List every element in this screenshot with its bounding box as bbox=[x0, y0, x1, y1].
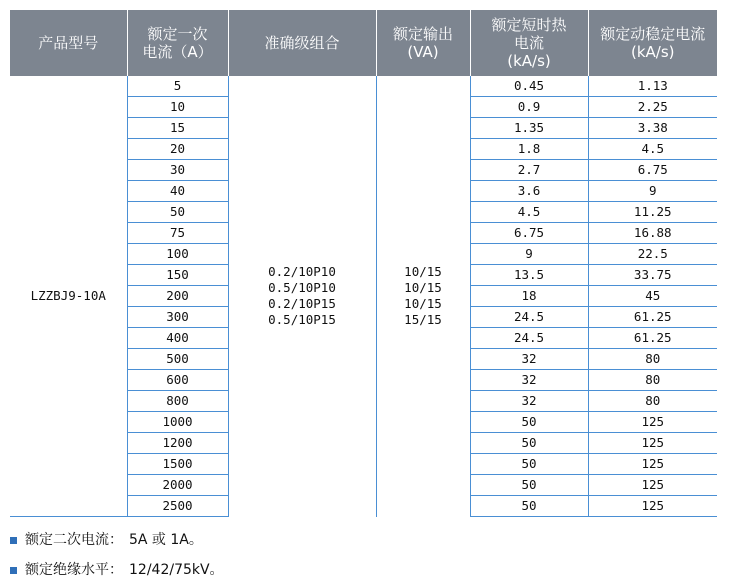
thermal-cell: 50 bbox=[470, 433, 588, 454]
thermal-cell: 50 bbox=[470, 412, 588, 433]
dynamic-cell: 61.25 bbox=[588, 307, 717, 328]
current-cell: 500 bbox=[127, 349, 228, 370]
accuracy-value: 0.2/10P15 bbox=[268, 296, 336, 312]
current-cell: 100 bbox=[127, 244, 228, 265]
thermal-cell: 9 bbox=[470, 244, 588, 265]
header-model: 产品型号 bbox=[10, 10, 127, 76]
thermal-cell: 24.5 bbox=[470, 328, 588, 349]
thermal-cell: 32 bbox=[470, 370, 588, 391]
dynamic-cell: 9 bbox=[588, 181, 717, 202]
output-value: 10/15 bbox=[404, 280, 442, 296]
table-body bbox=[10, 76, 717, 517]
current-cell: 200 bbox=[127, 286, 228, 307]
thermal-cell: 32 bbox=[470, 349, 588, 370]
model-cell: LZZBJ9-10A bbox=[10, 76, 127, 517]
current-cell: 600 bbox=[127, 370, 228, 391]
dynamic-cell: 125 bbox=[588, 496, 717, 517]
thermal-cell: 50 bbox=[470, 454, 588, 475]
header-rated-output: 额定输出 (VA) bbox=[376, 10, 470, 76]
dynamic-cell: 61.25 bbox=[588, 328, 717, 349]
spec-table bbox=[10, 10, 717, 517]
current-cell: 800 bbox=[127, 391, 228, 412]
notes bbox=[10, 528, 224, 588]
note-secondary-current: 额定二次电流： 5A 或 1A。 bbox=[10, 528, 224, 552]
thermal-cell: 0.9 bbox=[470, 97, 588, 118]
current-cell: 1000 bbox=[127, 412, 228, 433]
thermal-cell: 0.45 bbox=[470, 76, 588, 97]
current-cell: 40 bbox=[127, 181, 228, 202]
dynamic-cell: 3.38 bbox=[588, 118, 717, 139]
header-accuracy-class: 准确级组合 bbox=[228, 10, 376, 76]
current-cell: 1200 bbox=[127, 433, 228, 454]
dynamic-cell: 80 bbox=[588, 370, 717, 391]
current-cell: 400 bbox=[127, 328, 228, 349]
dynamic-cell: 2.25 bbox=[588, 97, 717, 118]
output-cell bbox=[376, 76, 470, 517]
dynamic-cell: 22.5 bbox=[588, 244, 717, 265]
dynamic-cell: 45 bbox=[588, 286, 717, 307]
thermal-cell: 1.8 bbox=[470, 139, 588, 160]
note-insulation-level: 额定绝缘水平： 12/42/75kV。 bbox=[10, 558, 224, 582]
dynamic-cell: 80 bbox=[588, 349, 717, 370]
dynamic-cell: 1.13 bbox=[588, 76, 717, 97]
thermal-cell: 13.5 bbox=[470, 265, 588, 286]
current-cell: 150 bbox=[127, 265, 228, 286]
thermal-cell: 24.5 bbox=[470, 307, 588, 328]
current-cell: 300 bbox=[127, 307, 228, 328]
header-thermal-current: 额定短时热 电流 (kA/s) bbox=[470, 10, 588, 76]
thermal-cell: 50 bbox=[470, 475, 588, 496]
dynamic-cell: 16.88 bbox=[588, 223, 717, 244]
dynamic-cell: 125 bbox=[588, 475, 717, 496]
output-value: 10/15 bbox=[404, 264, 442, 280]
thermal-cell: 6.75 bbox=[470, 223, 588, 244]
header-dynamic-current: 额定动稳定电流 (kA/s) bbox=[588, 10, 717, 76]
current-cell: 2500 bbox=[127, 496, 228, 517]
thermal-cell: 32 bbox=[470, 391, 588, 412]
dynamic-cell: 125 bbox=[588, 454, 717, 475]
thermal-cell: 2.7 bbox=[470, 160, 588, 181]
current-cell: 5 bbox=[127, 76, 228, 97]
header-rated-primary-current: 额定一次 电流（A） bbox=[127, 10, 228, 76]
output-value: 10/15 bbox=[404, 296, 442, 312]
output-value: 15/15 bbox=[404, 312, 442, 328]
thermal-cell: 4.5 bbox=[470, 202, 588, 223]
current-cell: 75 bbox=[127, 223, 228, 244]
table-row bbox=[10, 76, 717, 97]
accuracy-value: 0.5/10P15 bbox=[268, 312, 336, 328]
dynamic-cell: 125 bbox=[588, 412, 717, 433]
current-cell: 30 bbox=[127, 160, 228, 181]
dynamic-cell: 80 bbox=[588, 391, 717, 412]
bullet-square-icon bbox=[10, 537, 17, 544]
bullet-square-icon bbox=[10, 567, 17, 574]
current-cell: 50 bbox=[127, 202, 228, 223]
header-row bbox=[10, 10, 717, 76]
dynamic-cell: 125 bbox=[588, 433, 717, 454]
dynamic-cell: 6.75 bbox=[588, 160, 717, 181]
current-cell: 20 bbox=[127, 139, 228, 160]
accuracy-value: 0.5/10P10 bbox=[268, 280, 336, 296]
current-cell: 2000 bbox=[127, 475, 228, 496]
dynamic-cell: 11.25 bbox=[588, 202, 717, 223]
thermal-cell: 1.35 bbox=[470, 118, 588, 139]
thermal-cell: 50 bbox=[470, 496, 588, 517]
accuracy-cell bbox=[228, 76, 376, 517]
dynamic-cell: 4.5 bbox=[588, 139, 717, 160]
accuracy-value: 0.2/10P10 bbox=[268, 264, 336, 280]
dynamic-cell: 33.75 bbox=[588, 265, 717, 286]
current-cell: 10 bbox=[127, 97, 228, 118]
thermal-cell: 3.6 bbox=[470, 181, 588, 202]
current-cell: 15 bbox=[127, 118, 228, 139]
current-cell: 1500 bbox=[127, 454, 228, 475]
thermal-cell: 18 bbox=[470, 286, 588, 307]
